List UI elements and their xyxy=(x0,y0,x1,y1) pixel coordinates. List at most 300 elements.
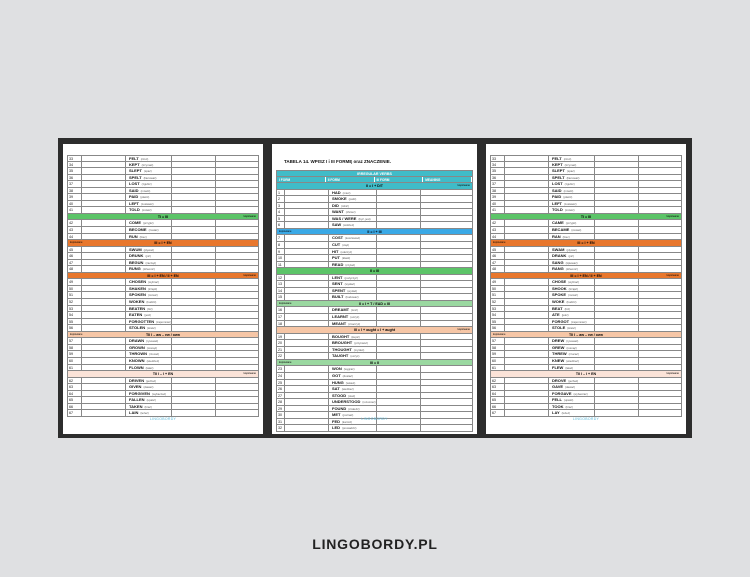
blank-answer-cell[interactable] xyxy=(639,279,681,285)
blank-answer-cell[interactable] xyxy=(595,292,639,298)
blank-answer-cell[interactable] xyxy=(377,321,421,327)
blank-answer-cell[interactable] xyxy=(82,253,126,259)
blank-answer-cell[interactable] xyxy=(377,235,421,241)
blank-answer-cell[interactable] xyxy=(639,351,681,357)
blank-answer-cell[interactable] xyxy=(172,358,216,364)
blank-answer-cell[interactable] xyxy=(82,201,126,207)
blank-answer-cell[interactable] xyxy=(172,365,216,371)
blank-answer-cell[interactable] xyxy=(639,286,681,292)
blank-answer-cell[interactable] xyxy=(421,347,472,353)
blank-answer-cell[interactable] xyxy=(595,410,639,416)
blank-answer-cell[interactable] xyxy=(595,220,639,226)
blank-answer-cell[interactable] xyxy=(377,222,421,228)
blank-answer-cell[interactable] xyxy=(377,255,421,261)
blank-answer-cell[interactable] xyxy=(285,242,329,248)
blank-answer-cell[interactable] xyxy=(216,306,258,312)
blank-answer-cell[interactable] xyxy=(216,391,258,397)
blank-answer-cell[interactable] xyxy=(595,358,639,364)
blank-answer-cell[interactable] xyxy=(377,386,421,392)
blank-answer-cell[interactable] xyxy=(82,227,126,233)
blank-answer-cell[interactable] xyxy=(285,249,329,255)
blank-answer-cell[interactable] xyxy=(505,345,549,351)
blank-answer-cell[interactable] xyxy=(595,391,639,397)
blank-answer-cell[interactable] xyxy=(82,338,126,344)
blank-answer-cell[interactable] xyxy=(377,209,421,215)
blank-answer-cell[interactable] xyxy=(82,358,126,364)
blank-answer-cell[interactable] xyxy=(172,194,216,200)
blank-answer-cell[interactable] xyxy=(172,378,216,384)
blank-answer-cell[interactable] xyxy=(285,347,329,353)
blank-answer-cell[interactable] xyxy=(639,358,681,364)
blank-answer-cell[interactable] xyxy=(285,399,329,405)
blank-answer-cell[interactable] xyxy=(505,338,549,344)
blank-answer-cell[interactable] xyxy=(82,168,126,174)
blank-answer-cell[interactable] xyxy=(285,353,329,359)
blank-answer-cell[interactable] xyxy=(595,299,639,305)
blank-answer-cell[interactable] xyxy=(172,162,216,168)
blank-answer-cell[interactable] xyxy=(639,404,681,410)
blank-answer-cell[interactable] xyxy=(172,397,216,403)
blank-answer-cell[interactable] xyxy=(172,201,216,207)
blank-answer-cell[interactable] xyxy=(216,279,258,285)
blank-answer-cell[interactable] xyxy=(172,404,216,410)
blank-answer-cell[interactable] xyxy=(505,220,549,226)
blank-answer-cell[interactable] xyxy=(639,188,681,194)
blank-answer-cell[interactable] xyxy=(285,235,329,241)
blank-answer-cell[interactable] xyxy=(216,207,258,213)
blank-answer-cell[interactable] xyxy=(421,209,472,215)
blank-answer-cell[interactable] xyxy=(285,203,329,209)
blank-answer-cell[interactable] xyxy=(82,292,126,298)
blank-answer-cell[interactable] xyxy=(377,262,421,268)
blank-answer-cell[interactable] xyxy=(285,209,329,215)
blank-answer-cell[interactable] xyxy=(595,404,639,410)
blank-answer-cell[interactable] xyxy=(595,175,639,181)
blank-answer-cell[interactable] xyxy=(421,334,472,340)
blank-answer-cell[interactable] xyxy=(377,216,421,222)
blank-answer-cell[interactable] xyxy=(377,393,421,399)
blank-answer-cell[interactable] xyxy=(639,260,681,266)
blank-answer-cell[interactable] xyxy=(172,181,216,187)
blank-answer-cell[interactable] xyxy=(639,227,681,233)
blank-answer-cell[interactable] xyxy=(421,262,472,268)
blank-answer-cell[interactable] xyxy=(421,425,472,431)
blank-answer-cell[interactable] xyxy=(82,312,126,318)
blank-answer-cell[interactable] xyxy=(82,365,126,371)
blank-answer-cell[interactable] xyxy=(377,281,421,287)
blank-answer-cell[interactable] xyxy=(172,306,216,312)
blank-answer-cell[interactable] xyxy=(285,406,329,412)
blank-answer-cell[interactable] xyxy=(505,319,549,325)
blank-answer-cell[interactable] xyxy=(595,286,639,292)
blank-answer-cell[interactable] xyxy=(82,279,126,285)
blank-answer-cell[interactable] xyxy=(285,380,329,386)
blank-answer-cell[interactable] xyxy=(639,234,681,240)
blank-answer-cell[interactable] xyxy=(172,266,216,272)
blank-answer-cell[interactable] xyxy=(285,216,329,222)
blank-answer-cell[interactable] xyxy=(421,242,472,248)
blank-answer-cell[interactable] xyxy=(421,393,472,399)
blank-answer-cell[interactable] xyxy=(505,378,549,384)
blank-answer-cell[interactable] xyxy=(639,266,681,272)
blank-answer-cell[interactable] xyxy=(421,353,472,359)
blank-answer-cell[interactable] xyxy=(172,391,216,397)
blank-answer-cell[interactable] xyxy=(285,366,329,372)
blank-answer-cell[interactable] xyxy=(172,325,216,331)
blank-answer-cell[interactable] xyxy=(82,266,126,272)
blank-answer-cell[interactable] xyxy=(421,314,472,320)
blank-answer-cell[interactable] xyxy=(216,188,258,194)
blank-answer-cell[interactable] xyxy=(639,306,681,312)
blank-answer-cell[interactable] xyxy=(421,216,472,222)
blank-answer-cell[interactable] xyxy=(285,262,329,268)
blank-answer-cell[interactable] xyxy=(172,220,216,226)
blank-answer-cell[interactable] xyxy=(595,253,639,259)
blank-answer-cell[interactable] xyxy=(595,312,639,318)
blank-answer-cell[interactable] xyxy=(82,404,126,410)
blank-answer-cell[interactable] xyxy=(82,351,126,357)
blank-answer-cell[interactable] xyxy=(639,201,681,207)
blank-answer-cell[interactable] xyxy=(377,288,421,294)
blank-answer-cell[interactable] xyxy=(172,188,216,194)
blank-answer-cell[interactable] xyxy=(82,181,126,187)
blank-answer-cell[interactable] xyxy=(377,314,421,320)
blank-answer-cell[interactable] xyxy=(216,156,258,161)
blank-answer-cell[interactable] xyxy=(285,275,329,281)
blank-answer-cell[interactable] xyxy=(639,181,681,187)
blank-answer-cell[interactable] xyxy=(595,207,639,213)
blank-answer-cell[interactable] xyxy=(216,397,258,403)
blank-answer-cell[interactable] xyxy=(595,365,639,371)
blank-answer-cell[interactable] xyxy=(595,188,639,194)
blank-answer-cell[interactable] xyxy=(82,391,126,397)
blank-answer-cell[interactable] xyxy=(421,222,472,228)
blank-answer-cell[interactable] xyxy=(216,384,258,390)
blank-answer-cell[interactable] xyxy=(505,391,549,397)
blank-answer-cell[interactable] xyxy=(216,162,258,168)
blank-answer-cell[interactable] xyxy=(421,196,472,202)
blank-answer-cell[interactable] xyxy=(82,162,126,168)
blank-answer-cell[interactable] xyxy=(505,181,549,187)
blank-answer-cell[interactable] xyxy=(172,286,216,292)
blank-answer-cell[interactable] xyxy=(172,253,216,259)
blank-answer-cell[interactable] xyxy=(82,207,126,213)
blank-answer-cell[interactable] xyxy=(639,247,681,253)
blank-answer-cell[interactable] xyxy=(285,222,329,228)
blank-answer-cell[interactable] xyxy=(595,156,639,161)
blank-answer-cell[interactable] xyxy=(421,366,472,372)
blank-answer-cell[interactable] xyxy=(172,312,216,318)
blank-answer-cell[interactable] xyxy=(82,384,126,390)
blank-answer-cell[interactable] xyxy=(285,373,329,379)
blank-answer-cell[interactable] xyxy=(639,156,681,161)
blank-answer-cell[interactable] xyxy=(377,275,421,281)
blank-answer-cell[interactable] xyxy=(216,175,258,181)
blank-answer-cell[interactable] xyxy=(216,345,258,351)
blank-answer-cell[interactable] xyxy=(505,260,549,266)
blank-answer-cell[interactable] xyxy=(595,168,639,174)
blank-answer-cell[interactable] xyxy=(505,253,549,259)
blank-answer-cell[interactable] xyxy=(421,235,472,241)
blank-answer-cell[interactable] xyxy=(172,384,216,390)
blank-answer-cell[interactable] xyxy=(639,292,681,298)
blank-answer-cell[interactable] xyxy=(639,410,681,416)
blank-answer-cell[interactable] xyxy=(595,325,639,331)
blank-answer-cell[interactable] xyxy=(377,353,421,359)
blank-answer-cell[interactable] xyxy=(172,351,216,357)
blank-answer-cell[interactable] xyxy=(216,227,258,233)
blank-answer-cell[interactable] xyxy=(285,393,329,399)
blank-answer-cell[interactable] xyxy=(216,351,258,357)
blank-answer-cell[interactable] xyxy=(421,406,472,412)
blank-answer-cell[interactable] xyxy=(595,162,639,168)
blank-answer-cell[interactable] xyxy=(172,175,216,181)
blank-answer-cell[interactable] xyxy=(172,319,216,325)
blank-answer-cell[interactable] xyxy=(285,190,329,196)
blank-answer-cell[interactable] xyxy=(285,294,329,300)
blank-answer-cell[interactable] xyxy=(639,207,681,213)
blank-answer-cell[interactable] xyxy=(505,207,549,213)
blank-answer-cell[interactable] xyxy=(216,194,258,200)
blank-answer-cell[interactable] xyxy=(377,334,421,340)
blank-answer-cell[interactable] xyxy=(172,292,216,298)
blank-answer-cell[interactable] xyxy=(172,299,216,305)
blank-answer-cell[interactable] xyxy=(421,307,472,313)
blank-answer-cell[interactable] xyxy=(377,340,421,346)
blank-answer-cell[interactable] xyxy=(82,286,126,292)
blank-answer-cell[interactable] xyxy=(421,373,472,379)
blank-answer-cell[interactable] xyxy=(505,292,549,298)
blank-answer-cell[interactable] xyxy=(505,358,549,364)
blank-answer-cell[interactable] xyxy=(595,234,639,240)
blank-answer-cell[interactable] xyxy=(285,288,329,294)
blank-answer-cell[interactable] xyxy=(216,220,258,226)
blank-answer-cell[interactable] xyxy=(285,314,329,320)
blank-answer-cell[interactable] xyxy=(639,397,681,403)
blank-answer-cell[interactable] xyxy=(285,307,329,313)
blank-answer-cell[interactable] xyxy=(216,168,258,174)
blank-answer-cell[interactable] xyxy=(82,188,126,194)
blank-answer-cell[interactable] xyxy=(595,247,639,253)
blank-answer-cell[interactable] xyxy=(639,162,681,168)
blank-answer-cell[interactable] xyxy=(82,247,126,253)
blank-answer-cell[interactable] xyxy=(505,194,549,200)
blank-answer-cell[interactable] xyxy=(639,175,681,181)
blank-answer-cell[interactable] xyxy=(377,399,421,405)
blank-answer-cell[interactable] xyxy=(172,338,216,344)
blank-answer-cell[interactable] xyxy=(421,340,472,346)
blank-answer-cell[interactable] xyxy=(505,227,549,233)
blank-answer-cell[interactable] xyxy=(639,220,681,226)
blank-answer-cell[interactable] xyxy=(505,234,549,240)
blank-answer-cell[interactable] xyxy=(216,299,258,305)
blank-answer-cell[interactable] xyxy=(377,196,421,202)
blank-answer-cell[interactable] xyxy=(505,168,549,174)
blank-answer-cell[interactable] xyxy=(421,288,472,294)
blank-answer-cell[interactable] xyxy=(421,399,472,405)
blank-answer-cell[interactable] xyxy=(505,397,549,403)
blank-answer-cell[interactable] xyxy=(285,340,329,346)
blank-answer-cell[interactable] xyxy=(595,397,639,403)
blank-answer-cell[interactable] xyxy=(377,373,421,379)
blank-answer-cell[interactable] xyxy=(82,175,126,181)
blank-answer-cell[interactable] xyxy=(377,347,421,353)
blank-answer-cell[interactable] xyxy=(505,175,549,181)
blank-answer-cell[interactable] xyxy=(172,345,216,351)
blank-answer-cell[interactable] xyxy=(421,321,472,327)
blank-answer-cell[interactable] xyxy=(377,190,421,196)
blank-answer-cell[interactable] xyxy=(82,234,126,240)
blank-answer-cell[interactable] xyxy=(285,281,329,287)
blank-answer-cell[interactable] xyxy=(216,365,258,371)
blank-answer-cell[interactable] xyxy=(285,255,329,261)
blank-answer-cell[interactable] xyxy=(216,253,258,259)
blank-answer-cell[interactable] xyxy=(216,286,258,292)
blank-answer-cell[interactable] xyxy=(172,156,216,161)
blank-answer-cell[interactable] xyxy=(595,306,639,312)
blank-answer-cell[interactable] xyxy=(216,234,258,240)
blank-answer-cell[interactable] xyxy=(216,410,258,416)
blank-answer-cell[interactable] xyxy=(639,194,681,200)
blank-answer-cell[interactable] xyxy=(216,201,258,207)
blank-answer-cell[interactable] xyxy=(639,345,681,351)
blank-answer-cell[interactable] xyxy=(216,378,258,384)
blank-answer-cell[interactable] xyxy=(505,351,549,357)
blank-answer-cell[interactable] xyxy=(172,247,216,253)
blank-answer-cell[interactable] xyxy=(216,325,258,331)
blank-answer-cell[interactable] xyxy=(595,279,639,285)
blank-answer-cell[interactable] xyxy=(595,345,639,351)
blank-answer-cell[interactable] xyxy=(82,299,126,305)
blank-answer-cell[interactable] xyxy=(595,338,639,344)
blank-answer-cell[interactable] xyxy=(82,319,126,325)
blank-answer-cell[interactable] xyxy=(505,306,549,312)
blank-answer-cell[interactable] xyxy=(377,294,421,300)
blank-answer-cell[interactable] xyxy=(595,384,639,390)
blank-answer-cell[interactable] xyxy=(421,386,472,392)
blank-answer-cell[interactable] xyxy=(216,319,258,325)
blank-answer-cell[interactable] xyxy=(421,380,472,386)
blank-answer-cell[interactable] xyxy=(82,194,126,200)
blank-answer-cell[interactable] xyxy=(216,358,258,364)
blank-answer-cell[interactable] xyxy=(285,334,329,340)
blank-answer-cell[interactable] xyxy=(377,366,421,372)
blank-answer-cell[interactable] xyxy=(505,404,549,410)
blank-answer-cell[interactable] xyxy=(595,351,639,357)
blank-answer-cell[interactable] xyxy=(639,312,681,318)
blank-answer-cell[interactable] xyxy=(285,386,329,392)
blank-answer-cell[interactable] xyxy=(421,190,472,196)
blank-answer-cell[interactable] xyxy=(82,345,126,351)
blank-answer-cell[interactable] xyxy=(421,249,472,255)
blank-answer-cell[interactable] xyxy=(82,220,126,226)
blank-answer-cell[interactable] xyxy=(216,260,258,266)
blank-answer-cell[interactable] xyxy=(595,194,639,200)
blank-answer-cell[interactable] xyxy=(505,312,549,318)
blank-answer-cell[interactable] xyxy=(639,384,681,390)
blank-answer-cell[interactable] xyxy=(505,188,549,194)
blank-answer-cell[interactable] xyxy=(505,325,549,331)
blank-answer-cell[interactable] xyxy=(595,266,639,272)
blank-answer-cell[interactable] xyxy=(172,279,216,285)
blank-answer-cell[interactable] xyxy=(505,286,549,292)
blank-answer-cell[interactable] xyxy=(82,260,126,266)
blank-answer-cell[interactable] xyxy=(639,299,681,305)
blank-answer-cell[interactable] xyxy=(172,227,216,233)
blank-answer-cell[interactable] xyxy=(377,406,421,412)
blank-answer-cell[interactable] xyxy=(595,319,639,325)
blank-answer-cell[interactable] xyxy=(82,306,126,312)
blank-answer-cell[interactable] xyxy=(505,247,549,253)
blank-answer-cell[interactable] xyxy=(377,425,421,431)
blank-answer-cell[interactable] xyxy=(216,247,258,253)
blank-answer-cell[interactable] xyxy=(421,255,472,261)
blank-answer-cell[interactable] xyxy=(505,365,549,371)
blank-answer-cell[interactable] xyxy=(285,196,329,202)
blank-answer-cell[interactable] xyxy=(595,201,639,207)
blank-answer-cell[interactable] xyxy=(172,168,216,174)
blank-answer-cell[interactable] xyxy=(216,266,258,272)
blank-answer-cell[interactable] xyxy=(639,391,681,397)
blank-answer-cell[interactable] xyxy=(595,260,639,266)
blank-answer-cell[interactable] xyxy=(377,242,421,248)
blank-answer-cell[interactable] xyxy=(421,294,472,300)
blank-answer-cell[interactable] xyxy=(505,156,549,161)
blank-answer-cell[interactable] xyxy=(216,312,258,318)
blank-answer-cell[interactable] xyxy=(505,410,549,416)
blank-answer-cell[interactable] xyxy=(216,181,258,187)
blank-answer-cell[interactable] xyxy=(82,397,126,403)
blank-answer-cell[interactable] xyxy=(595,181,639,187)
blank-answer-cell[interactable] xyxy=(421,203,472,209)
blank-answer-cell[interactable] xyxy=(639,168,681,174)
blank-answer-cell[interactable] xyxy=(595,378,639,384)
blank-answer-cell[interactable] xyxy=(216,338,258,344)
blank-answer-cell[interactable] xyxy=(505,201,549,207)
blank-answer-cell[interactable] xyxy=(505,279,549,285)
blank-answer-cell[interactable] xyxy=(82,378,126,384)
blank-answer-cell[interactable] xyxy=(639,338,681,344)
blank-answer-cell[interactable] xyxy=(216,292,258,298)
blank-answer-cell[interactable] xyxy=(639,365,681,371)
blank-answer-cell[interactable] xyxy=(505,266,549,272)
blank-answer-cell[interactable] xyxy=(216,404,258,410)
blank-answer-cell[interactable] xyxy=(172,410,216,416)
blank-answer-cell[interactable] xyxy=(285,321,329,327)
blank-answer-cell[interactable] xyxy=(285,425,329,431)
blank-answer-cell[interactable] xyxy=(172,260,216,266)
blank-answer-cell[interactable] xyxy=(172,234,216,240)
blank-answer-cell[interactable] xyxy=(505,384,549,390)
blank-answer-cell[interactable] xyxy=(172,207,216,213)
blank-answer-cell[interactable] xyxy=(82,410,126,416)
blank-answer-cell[interactable] xyxy=(639,325,681,331)
blank-answer-cell[interactable] xyxy=(505,299,549,305)
blank-answer-cell[interactable] xyxy=(639,319,681,325)
blank-answer-cell[interactable] xyxy=(377,380,421,386)
blank-answer-cell[interactable] xyxy=(377,203,421,209)
blank-answer-cell[interactable] xyxy=(421,275,472,281)
blank-answer-cell[interactable] xyxy=(595,227,639,233)
blank-answer-cell[interactable] xyxy=(82,325,126,331)
blank-answer-cell[interactable] xyxy=(377,307,421,313)
blank-answer-cell[interactable] xyxy=(505,162,549,168)
blank-answer-cell[interactable] xyxy=(421,281,472,287)
blank-answer-cell[interactable] xyxy=(82,156,126,161)
blank-answer-cell[interactable] xyxy=(639,253,681,259)
blank-answer-cell[interactable] xyxy=(377,249,421,255)
blank-answer-cell[interactable] xyxy=(639,378,681,384)
